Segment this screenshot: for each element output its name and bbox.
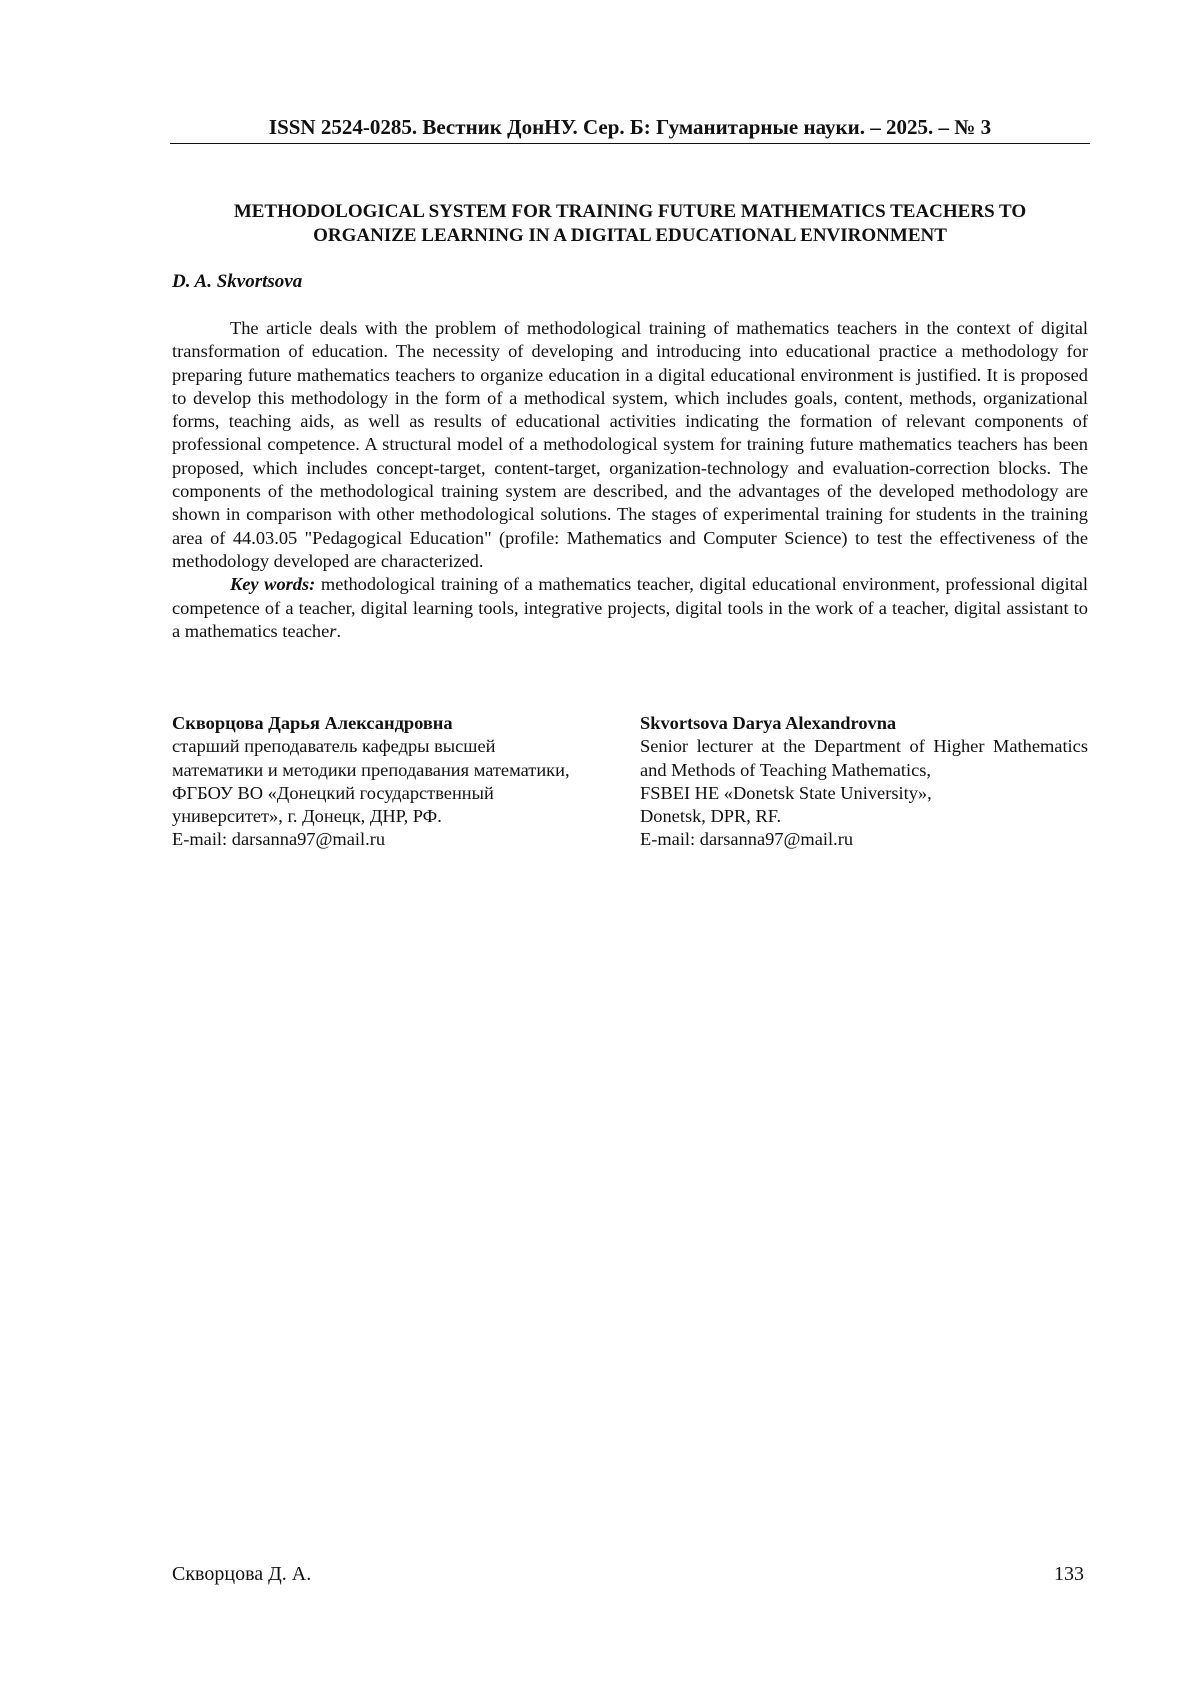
keywords-last-char: r <box>329 620 337 641</box>
affiliation-russian <box>172 712 620 852</box>
title-line-2: ORGANIZE LEARNING IN A DIGITAL EDUCATIONAL ENVIRONMENT <box>313 225 947 246</box>
affiliation-english <box>640 712 1088 852</box>
affiliation-ru-line-3: ФГБОУ ВО «Донецкий государственный <box>172 782 494 803</box>
title-line-1: METHODOLOGICAL SYSTEM FOR TRAINING FUTURE MATHEMATICS TEACHERS TO <box>233 201 1027 222</box>
journal-line: ISSN 2524-0285. Вестник ДонНУ. Сер. Б: Гуманитарные науки. – 2025. – № 3 <box>268 115 992 139</box>
running-header <box>170 114 1090 144</box>
abstract-text: The article deals with the problem of methodological training of mathematics teachers in the context of digital transformation of education. The necessity of developing and introducing into educational practice a methodology for preparing future mathematics teachers to organize education in a digital educational environment is justified. It is proposed to develop this methodology in the form of a methodical system, which includes goals, content, methods, organizational forms, teaching aids, as well as results of educational activities indicating the formation of relevant components of professional competence. A structural model of a methodological system for training future mathematics teachers has been proposed, which includes concept-target, content-target, organization-technology and evaluation-correction blocks. The components of the methodological training system are described, and the advantages of the developed methodology are shown in comparison with other methodological solutions. The stages of experimental training for students in the training area of 44.03.05 "Pedagogical Education" (profile: Mathematics and Computer Science) to test the effectiveness of the methodology developed are characterized. <box>172 318 1088 571</box>
email-en: E-mail: darsanna97@mail.ru <box>640 829 854 850</box>
keywords-paragraph <box>172 573 1088 643</box>
keywords-end: . <box>336 620 342 641</box>
affiliation-en-line-3: Donetsk, DPR, RF. <box>640 806 782 827</box>
affiliation-en-line-1: Senior lecturer at the Department of Higher Mathematics and Methods of Teaching Mathematics, <box>640 736 1088 780</box>
keywords-label: Key words: <box>230 574 316 595</box>
author-name-en: Skvortsova Darya Alexandrovna <box>640 713 897 733</box>
affiliation-en-line-2: FSBEI HE «Donetsk State University», <box>640 782 932 803</box>
article-title <box>170 200 1090 248</box>
page-number: 133 <box>1054 1563 1084 1585</box>
keywords-text: methodological training of a mathematics teacher, digital educational environment, professional digital competence of a teacher, digital learning tools, integrative projects, digital tools in the work of a teacher, digital assistant to a mathematics teache <box>172 574 1088 641</box>
journal-page <box>170 0 1090 1697</box>
article-author: D. A. Skvortsova <box>172 271 303 292</box>
email-ru: E-mail: darsanna97@mail.ru <box>172 829 386 850</box>
footer-author: Скворцова Д. А. <box>172 1563 312 1585</box>
affiliation-ru-line-1: старший преподаватель кафедры высшей <box>172 736 496 757</box>
affiliation-ru-line-4: университет», г. Донецк, ДНР, РФ. <box>172 806 442 827</box>
author-name-ru: Скворцова Дарья Александровна <box>172 713 453 733</box>
affiliation-ru-line-2: математики и методики преподавания математики, <box>172 759 570 780</box>
abstract <box>172 317 1088 643</box>
